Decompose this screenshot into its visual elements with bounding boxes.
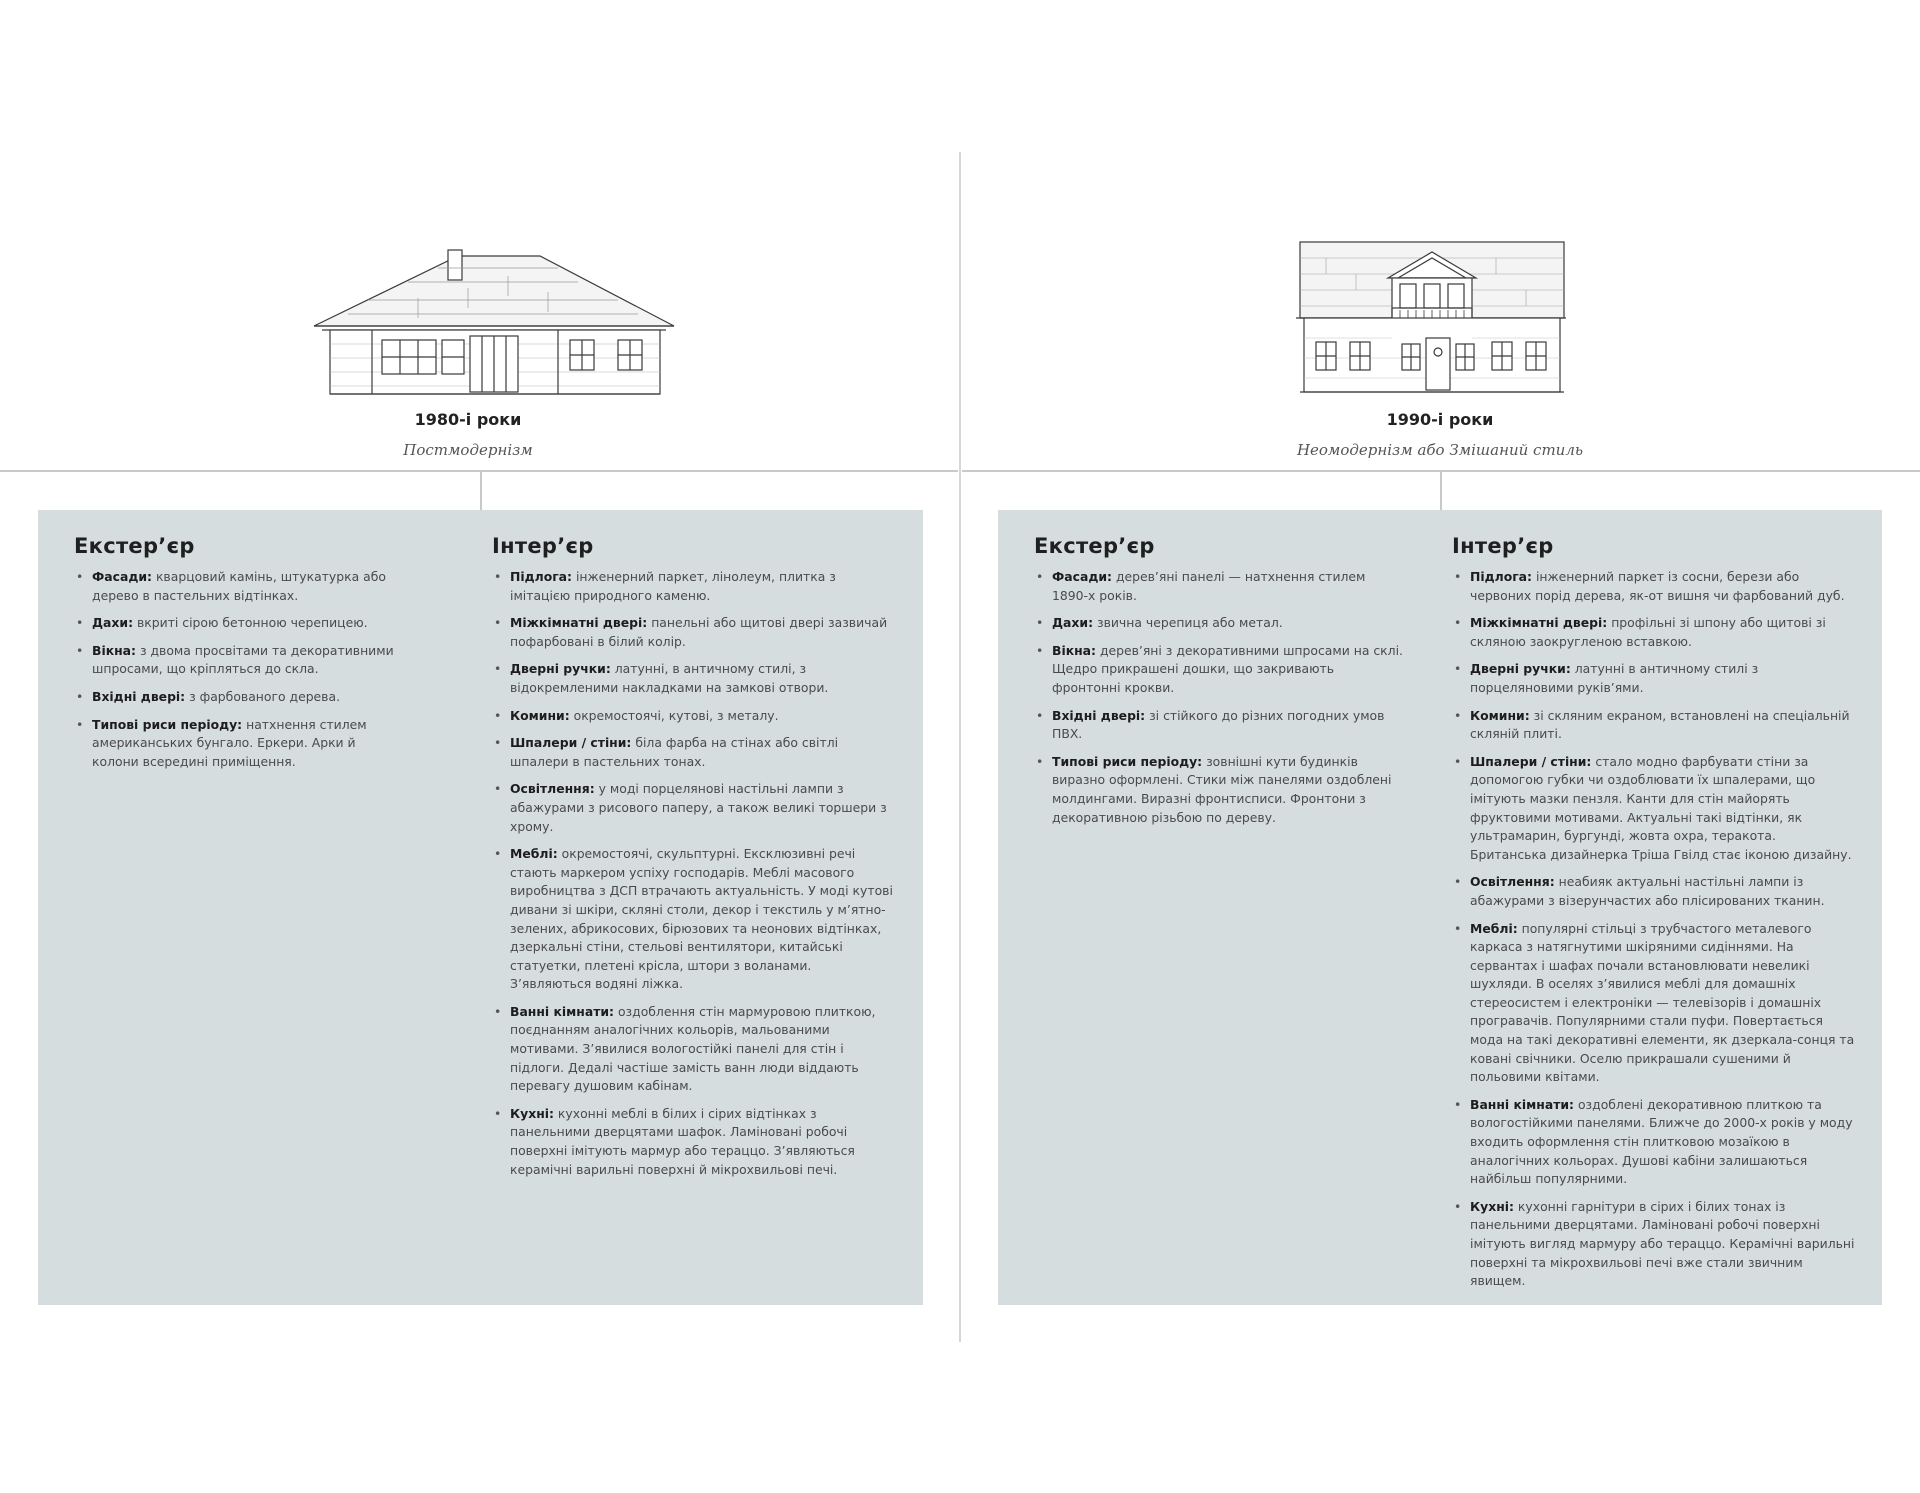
list-item: • Типові риси періоду: натхнення стилем американських бунгало. Еркери. Арки й колони всередині приміщення. [74,716,404,772]
list-item: • Вікна: з двома просвітами та декоративними шпросами, що кріпляться до скла. [74,642,404,679]
list-item: • Фасади: дерев’яні панелі — натхнення стилем 1890-х років. [1034,568,1404,605]
caption-1980s [258,410,678,459]
era-year: 1980-і роки [414,410,522,429]
list-item: • Міжкімнатні двері: профільні зі шпону або щитові зі скляною заокругленою вставкою. [1452,614,1856,651]
list-item: • Освітлення: у моді порцелянові настільні лампи з абажурами з рисового паперу, а також великі торшери з хрому. [492,780,896,836]
timeline-connector-right [1440,472,1442,510]
list-item: • Вхідні двері: зі стійкого до різних погодних умов ПВХ. [1034,707,1404,744]
list-item: • Меблі: окремостоячі, скульптурні. Ексклюзивні речі стають маркером успіху господарів. Меблі масового виробництва з ДСП втрачають актуальність. У моді кутові дивани зі шкіри, скляні столи, декор і текстиль у м’ятно-зелених, абрикосових, бірюзових та неонових відтінках, дзеркальні стіни, стельові вентилятори, китайські статуетки, плетені крісла, штори з воланами. З’являються водяні ліжка. [492,845,896,994]
list-item: • Дверні ручки: латунні, в античному стилі, з відокремленими накладками на замкові отвори. [492,660,896,697]
era-style: Неомодернізм або Змішаний стиль [1296,441,1584,459]
list-item: • Комини: зі скляним екраном, встановлені на спеціальній скляній плиті. [1452,707,1856,744]
list-item: • Шпалери / стіни: стало модно фарбувати стіни за допомогою губки чи оздоблювати їх шпалерами, що імітують мазки пензля. Канти для стін майорять фруктовими мотивами. Актуальні такі відтінки, як ультрамарин, бургунді, жовта охра, теракота. Британська дизайнерка Тріша Гвілд стає іконою дизайну. [1452,753,1856,865]
section-heading: Екстер’єр [1034,534,1155,558]
list-item: • Типові риси періоду: зовнішні кути будинків виразно оформлені. Стики між панелями оздоблені молдингами. Виразні фронтисписи. Фронтони з декоративною різьбою по дереву. [1034,753,1404,827]
panel-1990s [998,510,1882,1305]
exterior-column [74,534,404,780]
list-item: • Шпалери / стіни: біла фарба на стінах або світлі шпалери в пастельних тонах. [492,734,896,771]
timeline-connector-left [480,472,482,510]
timeline-line-left [0,470,958,472]
list-item: • Вікна: дерев’яні з декоративними шпросами на склі. Щедро прикрашені дошки, що закривають фронтонні крокви. [1034,642,1404,698]
exterior-column [1034,534,1404,836]
list-item: • Дахи: звична черепиця або метал. [1034,614,1404,633]
section-heading: Екстер’єр [74,534,195,558]
house-1990s-illustration [1296,238,1566,396]
interior-column [1452,534,1856,1300]
list-item: • Дахи: вкриті сірою бетонною черепицею. [74,614,404,633]
era-style: Постмодернізм [403,441,533,459]
list-item: • Освітлення: неабияк актуальні настільні лампи із абажурами з візерунчастих або плісированих тканин. [1452,873,1856,910]
list-item: • Ванні кімнати: оздоблені декоративною плиткою та вологостійкими панелями. Ближче до 2000-х років у моду входить оформлення стін плитковою мозаїкою в аналогічних кольорах. Душові кабіни залишаються найбільш популярними. [1452,1096,1856,1189]
list-item: • Підлога: інженерний паркет із сосни, берези або червоних порід дерева, як-от вишня чи фарбований дуб. [1452,568,1856,605]
list-item: • Кухні: кухонні меблі в білих і сірих відтінках з панельними дверцятами шафок. Ламіновані робочі поверхні імітують мармур або тераццо. З’являються керамічні варильні поверхні й мікрохвильові печі. [492,1105,896,1179]
list-item: • Дверні ручки: латунні в античному стилі з порцеляновими руків’ями. [1452,660,1856,697]
interior-column [492,534,896,1188]
list-item: • Міжкімнатні двері: панельні або щитові двері зазвичай пофарбовані в білий колір. [492,614,896,651]
list-item: • Меблі: популярні стільці з трубчастого металевого каркаса з натягнутими шкіряними сидіннями. На сервантах і шафах почали встановлювати невеликі шухляди. В оселях з’явилися меблі для домашніх стереосистем і електроніки — телевізорів і домашніх програвачів. Популярними стали пуфи. Повертається мода на такі декоративні елементи, як дзеркала-сонця та ковані свічники. Оселю прикрашали сушеними й польовими квітами. [1452,920,1856,1087]
page-divider [959,152,961,1342]
list-item: • Вхідні двері: з фарбованого дерева. [74,688,404,707]
house-1980s-illustration [308,248,678,398]
list-item: • Фасади: кварцовий камінь, штукатурка або дерево в пастельних відтінках. [74,568,404,605]
era-year: 1990-і роки [1386,410,1494,429]
list-item: • Кухні: кухонні гарнітури в сірих і білих тонах із панельними дверцятами. Ламіновані робочі поверхні імітують вигляд мармуру або тераццо. Керамічні варильні поверхні та мікрохвильові печі вже стали звичним явищем. [1452,1198,1856,1291]
section-heading: Інтер’єр [1452,534,1554,558]
caption-1990s [1230,410,1650,459]
list-item: • Комини: окремостоячі, кутові, з металу. [492,707,896,726]
panel-1980s [38,510,923,1305]
section-heading: Інтер’єр [492,534,594,558]
list-item: • Підлога: інженерний паркет, лінолеум, плитка з імітацією природного каменю. [492,568,896,605]
list-item: • Ванні кімнати: оздоблення стін мармуровою плиткою, поєднанням аналогічних кольорів, мальованими мотивами. З’явилися вологостійкі панелі для стін і підлоги. Дедалі частіше замість ванн люди віддають перевагу душовим кабінам. [492,1003,896,1096]
